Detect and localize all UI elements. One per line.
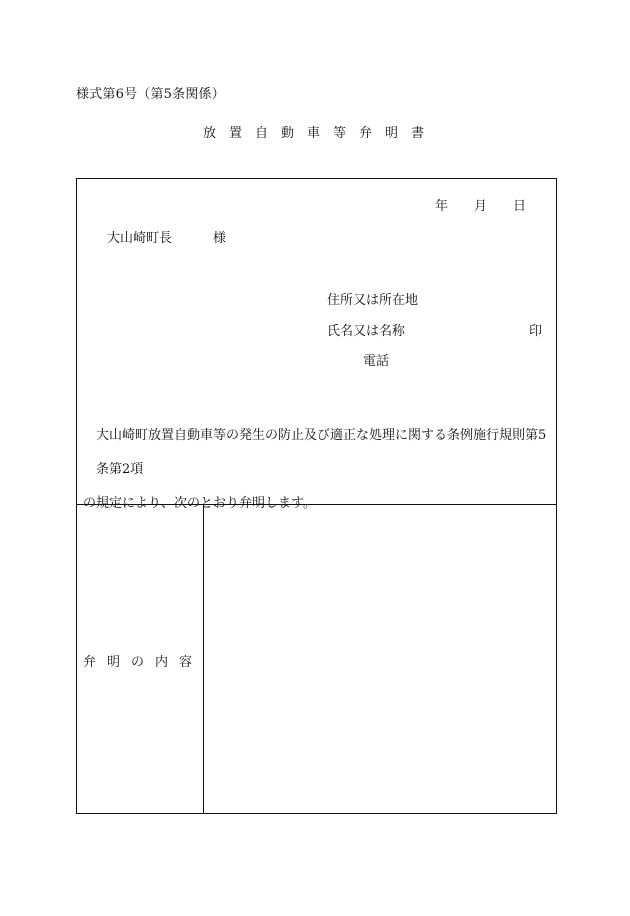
addressee-honorific: 様 bbox=[213, 231, 227, 246]
seal-label: 印 bbox=[529, 324, 543, 339]
document-title: 放置自動車等弁明書 bbox=[202, 126, 437, 141]
form-upper-section bbox=[77, 179, 556, 511]
phone-label: 電話 bbox=[363, 354, 390, 369]
address-label: 住所又は所在地 bbox=[327, 293, 419, 308]
addressee-name: 大山崎町長 bbox=[107, 231, 173, 246]
explanation-label: 弁明の内容 bbox=[83, 655, 204, 670]
explanation-content-area[interactable] bbox=[204, 505, 556, 813]
date-year-label: 年 bbox=[434, 199, 448, 214]
form-box bbox=[76, 178, 557, 814]
date-line bbox=[435, 195, 526, 214]
explanation-section bbox=[77, 505, 556, 813]
addressee bbox=[107, 227, 227, 246]
date-day-label: 日 bbox=[512, 199, 526, 214]
date-month-label: 月 bbox=[473, 199, 487, 214]
name-label: 氏名又は名称 bbox=[327, 324, 406, 339]
statement-line-1: 大山崎町放置自動車等の発生の防止及び適正な処理に関する条例施行規則第5条第2項 bbox=[96, 428, 547, 477]
form-number: 様式第6号（第5条関係） bbox=[76, 87, 225, 102]
explanation-label-cell bbox=[77, 505, 204, 813]
statement-line-2: の規定により、次のとおり弁明します。 bbox=[83, 496, 316, 511]
